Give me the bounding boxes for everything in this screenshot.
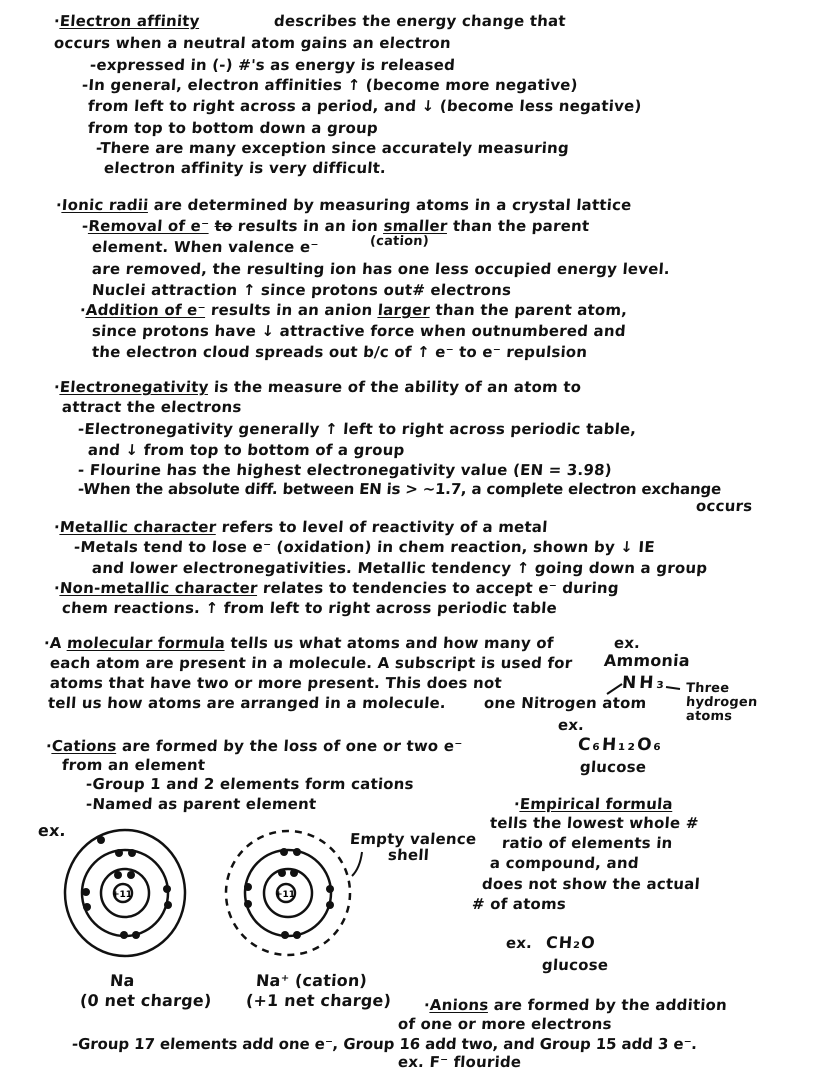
cations-heading: ·Cations are formed by the loss of one or two e⁻ [45,737,463,755]
ionic-radii-heading: ·Ionic radii are determined by measuring atoms in a crystal lattice [55,196,633,214]
electronegativity-heading: ·Electronegativity is the measure of the ability of an atom to [53,378,582,396]
anion-example: ex. F⁻ flouride [397,1053,522,1071]
text-line: from top to bottom down a group [87,119,379,137]
na-charge-label: (0 net charge) [79,991,213,1010]
ammonia-formula: NH₃ [621,673,668,693]
text-span: tells us what atoms and how many of [229,634,555,652]
term-ionic-radii: Ionic radii [61,196,150,214]
text-line: electron affinity is very difficult. [103,159,387,177]
metallic-heading: ·Metallic character refers to level of reactivity of a metal [53,518,549,536]
text-span: results in an anion [210,301,374,319]
text-line: -Metals tend to lose e⁻ (oxidation) in chem reaction, shown by ↓ IE [73,538,656,556]
glucose-formula: C₆H₁₂O₆ [577,735,664,755]
text-line: - Flourine has the highest electronegativity value (EN = 3.98) [77,461,613,479]
glucose-name: glucose [579,758,647,776]
text-span: than the parent [452,217,590,235]
empty-valence-label-2: shell [387,846,430,864]
term-nonmetallic-character: Non-metallic character [59,579,259,597]
na-ion-nucleus-charge: +11 [274,890,296,900]
cation-note: (cation) [369,234,430,249]
text-line: -In general, electron affinities ↑ (become more negative) [81,76,579,94]
text-span: than the parent atom, [434,301,628,319]
text-line: since protons have ↓ attractive force when outnumbered and [91,322,627,340]
term-smaller: smaller [382,217,449,235]
addition-line: ·Addition of e⁻ results in an anion larger than the parent atom, [79,301,628,319]
na-label: Na [109,971,136,990]
term-electron-affinity: Electron affinity [59,12,201,30]
hydrogen-note-3: atoms [685,709,733,724]
term-empirical-formula: Empirical formula [519,795,674,813]
text-line: tell us how atoms are arranged in a molecule. [47,694,447,712]
text-line: -Electronegativity generally ↑ left to right across periodic table, [77,420,637,438]
term-metallic-character: Metallic character [59,518,217,536]
ex-label: ex. [37,821,67,840]
text-line: # of atoms [471,895,567,913]
na-ion-label: Na⁺ (cation) [255,971,368,990]
annotation-pointer [352,852,362,876]
text-span: are determined by measuring atoms in a crystal lattice [153,196,633,214]
term-molecular-formula: molecular formula [66,634,226,652]
hydrogen-note-1: Three [685,681,730,696]
text-line: does not show the actual [481,875,701,893]
text-line: atoms that have two or more present. This does not [49,674,503,692]
text-span: refers to level of reactivity of a metal [221,518,549,536]
text-line: describes the energy change that [273,12,567,30]
text-line: -There are many exception since accurately measuring [95,139,570,157]
term-removal: Removal of e⁻ [87,217,210,235]
text-span: are formed by the addition [493,996,728,1014]
text-line: each atom are present in a molecule. A subscript is used for [49,654,573,672]
nonmetallic-heading: ·Non-metallic character relates to tendencies to accept e⁻ during [53,579,620,597]
text-line: are removed, the resulting ion has one less occupied energy level. [91,260,671,278]
text-span: A [49,634,63,652]
text-line: -expressed in (-) #'s as energy is released [89,56,456,74]
na-ion-charge-label: (+1 net charge) [245,991,392,1010]
electron-affinity-heading: ·Electron affinity [53,12,201,30]
molecular-formula-heading: ·A molecular formula tells us what atoms and how many of [43,634,555,652]
text-line: occurs when a neutral atom gains an electron [53,34,452,52]
term-addition: Addition of e⁻ [85,301,207,319]
text-line: and ↓ from top to bottom of a group [87,441,406,459]
text-span: results in an ion [237,217,379,235]
text-line: from left to right across a period, and ↓ (become less negative) [87,97,643,115]
text-line: from an element [61,756,206,774]
text-line: of one or more electrons [397,1015,613,1033]
text-line: the electron cloud spreads out b/c of ↑ e⁻ to e⁻ repulsion [91,343,588,361]
term-electronegativity: Electronegativity [59,378,210,396]
text-line: a compound, and [489,854,640,872]
text-line: chem reactions. ↑ from left to right across periodic table [61,599,558,617]
text-line: -Group 1 and 2 elements form cations [85,775,415,793]
text-span: relates to tendencies to accept e⁻ during [262,579,620,597]
nitrogen-note: one Nitrogen atom [483,694,648,712]
term-anions: Anions [429,996,490,1014]
empty-valence-label: Empty valence [349,830,477,848]
ex-label: ex. [557,716,585,734]
text-line: tells the lowest whole # [489,814,700,832]
na-nucleus-charge: +11 [111,890,133,900]
text-line: and lower electronegativities. Metallic tendency ↑ going down a group [91,559,708,577]
ammonia-name: Ammonia [603,651,691,670]
text-line: attract the electrons [61,398,243,416]
text-line: occurs [695,497,753,515]
hydrogen-note-2: hydrogen [685,695,758,710]
text-line: -When the absolute diff. between EN is > ~1.7, a complete electron exchange [77,480,722,498]
removal-line: -Removal of e⁻ to results in an ion smaller than the parent [81,217,590,235]
text-span: is the measure of the ability of an atom to [213,378,582,396]
text-line: ratio of elements in [501,834,674,852]
ex-label: ex. [613,634,641,652]
empirical-heading: ·Empirical formula [513,795,674,813]
empirical-formula-example: CH₂O [545,933,597,952]
text-line: Nuclei attraction ↑ since protons out# electrons [91,281,512,299]
term-larger: larger [377,301,431,319]
text-line: -Named as parent element [85,795,318,813]
ex-label: ex. [505,934,533,952]
anions-heading: ·Anions are formed by the addition [423,996,728,1014]
strikethrough-text: to [213,217,234,235]
text-span: are formed by the loss of one or two e⁻ [121,737,463,755]
empirical-glucose-name: glucose [541,956,609,974]
text-line: -Group 17 elements add one e⁻, Group 16 add two, and Group 15 add 3 e⁻. [71,1035,698,1053]
text-line: element. When valence e⁻ [91,238,320,256]
term-cations: Cations [51,737,118,755]
